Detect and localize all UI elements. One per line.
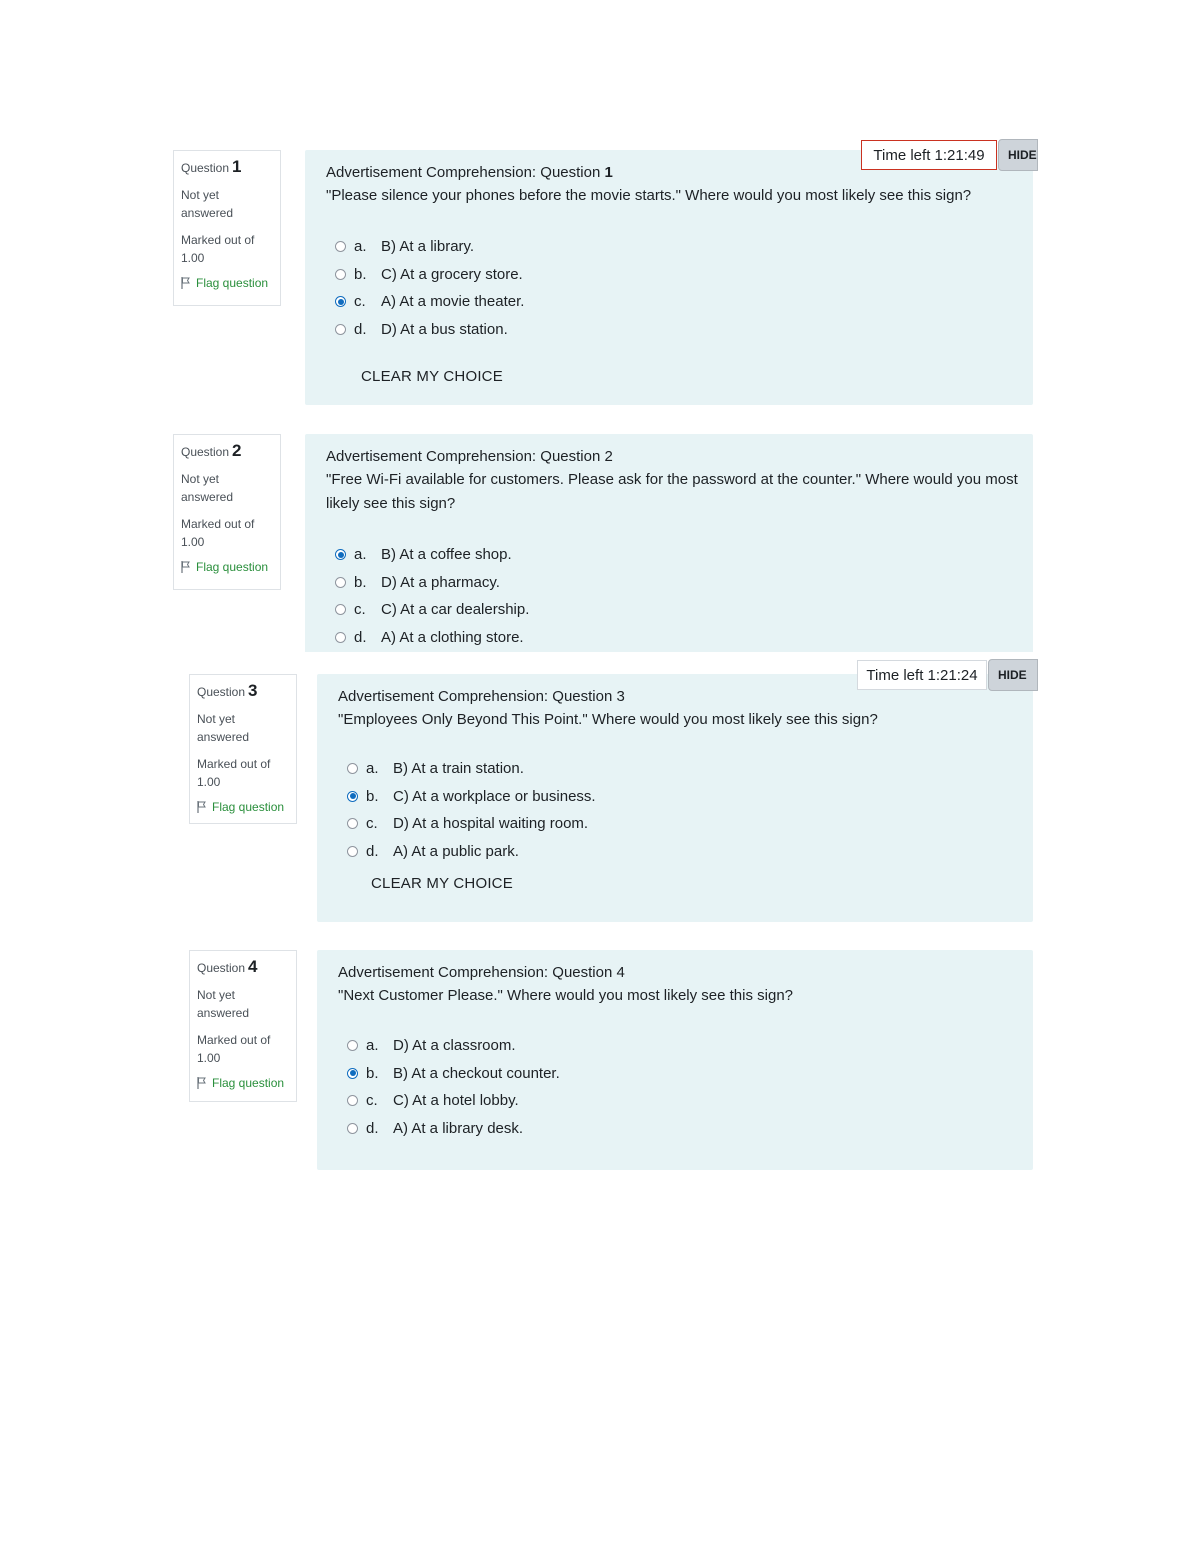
answer-text: C) At a car dealership. xyxy=(381,601,530,619)
answer-text: B) At a checkout counter. xyxy=(393,1064,560,1082)
radio-button-selected[interactable] xyxy=(335,549,346,560)
flag-icon xyxy=(197,1077,207,1089)
question-info-1 xyxy=(173,150,281,306)
question-status: Not yet answered xyxy=(181,188,234,220)
answer-text: D) At a pharmacy. xyxy=(381,573,500,591)
answer-option-b[interactable] xyxy=(335,261,524,289)
radio-button[interactable] xyxy=(335,577,346,588)
flag-question-label: Flag question xyxy=(196,560,269,574)
flag-icon xyxy=(181,277,191,289)
answer-text: D) At a bus station. xyxy=(381,321,508,339)
answer-letter: a. xyxy=(366,760,379,778)
hide-timer-button[interactable]: HIDE xyxy=(998,139,1038,171)
answer-text: A) At a movie theater. xyxy=(381,293,525,311)
answer-letter: d. xyxy=(354,629,367,647)
answer-letter: c. xyxy=(366,815,378,833)
answer-letter: b. xyxy=(366,787,379,805)
flag-question-link[interactable] xyxy=(181,276,273,290)
question-info-2 xyxy=(173,434,281,590)
answer-letter: c. xyxy=(354,601,366,619)
radio-button[interactable] xyxy=(347,1123,358,1134)
flag-question-link[interactable] xyxy=(197,1076,289,1090)
question-mark: Marked out of 1.00 xyxy=(181,233,255,265)
question-text: "Free Wi-Fi available for customers. Please ask for the password at the counter." Where would you most likely see this sign? xyxy=(326,471,1018,512)
answer-option-c[interactable] xyxy=(347,1087,560,1115)
radio-button[interactable] xyxy=(335,604,346,615)
answer-text: D) At a classroom. xyxy=(393,1037,516,1055)
answer-letter: a. xyxy=(366,1037,379,1055)
flag-question-label: Flag question xyxy=(212,1076,285,1090)
radio-button[interactable] xyxy=(347,846,358,857)
flag-question-link[interactable] xyxy=(181,560,273,574)
answer-option-b[interactable] xyxy=(347,783,596,811)
answer-text: D) At a hospital waiting room. xyxy=(393,815,589,833)
question-mark: Marked out of 1.00 xyxy=(197,757,271,789)
answer-text: C) At a grocery store. xyxy=(381,265,523,283)
question-heading: Advertisement Comprehension: Question 1 xyxy=(326,164,613,181)
answer-option-d[interactable] xyxy=(347,838,596,866)
question-number: 4 xyxy=(248,957,258,976)
question-number-label: Question 3 xyxy=(197,681,258,700)
question-formulation-4 xyxy=(317,950,1033,1170)
flag-question-label: Flag question xyxy=(196,276,269,290)
answer-option-c[interactable] xyxy=(335,288,524,316)
answer-text: B) At a library. xyxy=(381,238,475,256)
answer-letter: d. xyxy=(354,321,367,339)
answer-list xyxy=(335,541,529,651)
radio-button-selected[interactable] xyxy=(347,1068,358,1079)
question-number: 1 xyxy=(232,157,242,176)
radio-button[interactable] xyxy=(347,818,358,829)
question-info-3 xyxy=(189,674,297,824)
answer-letter: c. xyxy=(366,1092,378,1110)
flag-icon xyxy=(197,801,207,813)
question-info-4 xyxy=(189,950,297,1102)
question-number: 3 xyxy=(248,681,258,700)
question-heading: Advertisement Comprehension: Question 2 xyxy=(326,448,613,465)
answer-option-a[interactable] xyxy=(347,755,596,783)
question-text: "Please silence your phones before the movie starts." Where would you most likely see this sign? xyxy=(326,187,972,204)
question-status: Not yet answered xyxy=(197,988,250,1020)
radio-button[interactable] xyxy=(335,324,346,335)
time-left-indicator: Time left 1:21:49 xyxy=(861,140,997,170)
question-number-label: Question 4 xyxy=(197,957,258,976)
radio-button-selected[interactable] xyxy=(347,791,358,802)
answer-option-d[interactable] xyxy=(335,316,524,344)
answer-option-a[interactable] xyxy=(335,233,524,261)
answer-letter: a. xyxy=(354,546,367,564)
flag-question-label: Flag question xyxy=(212,800,285,814)
question-formulation-2 xyxy=(305,434,1033,664)
quiz-screenshot-2 xyxy=(167,652,1033,1140)
question-status: Not yet answered xyxy=(197,712,250,744)
question-mark: Marked out of 1.00 xyxy=(197,1033,271,1065)
answer-letter: a. xyxy=(354,238,367,256)
radio-button[interactable] xyxy=(335,269,346,280)
radio-button[interactable] xyxy=(347,1040,358,1051)
flag-icon xyxy=(181,561,191,573)
answer-list xyxy=(335,233,524,343)
answer-option-c[interactable] xyxy=(347,810,596,838)
question-formulation-1 xyxy=(305,150,1033,405)
answer-option-d[interactable] xyxy=(347,1115,560,1143)
hide-timer-button[interactable]: HIDE xyxy=(988,659,1038,691)
question-formulation-3 xyxy=(317,674,1033,922)
radio-button[interactable] xyxy=(335,632,346,643)
answer-text: A) At a library desk. xyxy=(393,1120,524,1138)
question-number-label: Question 2 xyxy=(181,441,242,460)
radio-button-selected[interactable] xyxy=(335,296,346,307)
answer-option-b[interactable] xyxy=(335,569,529,597)
answer-list xyxy=(347,755,596,865)
question-status: Not yet answered xyxy=(181,472,234,504)
answer-letter: b. xyxy=(366,1064,379,1082)
answer-option-c[interactable] xyxy=(335,596,529,624)
question-number: 2 xyxy=(232,441,242,460)
answer-option-a[interactable] xyxy=(335,541,529,569)
answer-option-a[interactable] xyxy=(347,1032,560,1060)
answer-letter: d. xyxy=(366,843,379,861)
answer-letter: c. xyxy=(354,293,366,311)
answer-text: C) At a hotel lobby. xyxy=(393,1092,519,1110)
answer-text: C) At a workplace or business. xyxy=(393,787,596,805)
answer-letter: b. xyxy=(354,573,367,591)
answer-text: A) At a clothing store. xyxy=(381,629,524,647)
question-text: "Employees Only Beyond This Point." Where would you most likely see this sign? xyxy=(338,711,878,728)
answer-text: A) At a public park. xyxy=(393,843,519,861)
clear-my-choice-button[interactable]: CLEAR MY CHOICE xyxy=(371,875,513,892)
question-heading: Advertisement Comprehension: Question 4 xyxy=(338,964,625,981)
flag-question-link[interactable] xyxy=(197,800,289,814)
radio-button[interactable] xyxy=(347,1095,358,1106)
question-number-label: Question 1 xyxy=(181,157,242,176)
answer-text: B) At a train station. xyxy=(393,760,524,778)
question-mark: Marked out of 1.00 xyxy=(181,517,255,549)
answer-text: B) At a coffee shop. xyxy=(381,546,512,564)
question-text: "Next Customer Please." Where would you most likely see this sign? xyxy=(338,987,794,1004)
answer-letter: d. xyxy=(366,1120,379,1138)
answer-option-b[interactable] xyxy=(347,1060,560,1088)
radio-button[interactable] xyxy=(347,763,358,774)
radio-button[interactable] xyxy=(335,241,346,252)
time-left-indicator: Time left 1:21:24 xyxy=(857,660,987,690)
answer-option-d[interactable] xyxy=(335,624,529,652)
question-heading: Advertisement Comprehension: Question 3 xyxy=(338,688,625,705)
quiz-screenshot-1 xyxy=(167,138,1037,650)
clear-my-choice-button[interactable]: CLEAR MY CHOICE xyxy=(361,368,503,385)
answer-list xyxy=(347,1032,560,1142)
answer-letter: b. xyxy=(354,265,367,283)
